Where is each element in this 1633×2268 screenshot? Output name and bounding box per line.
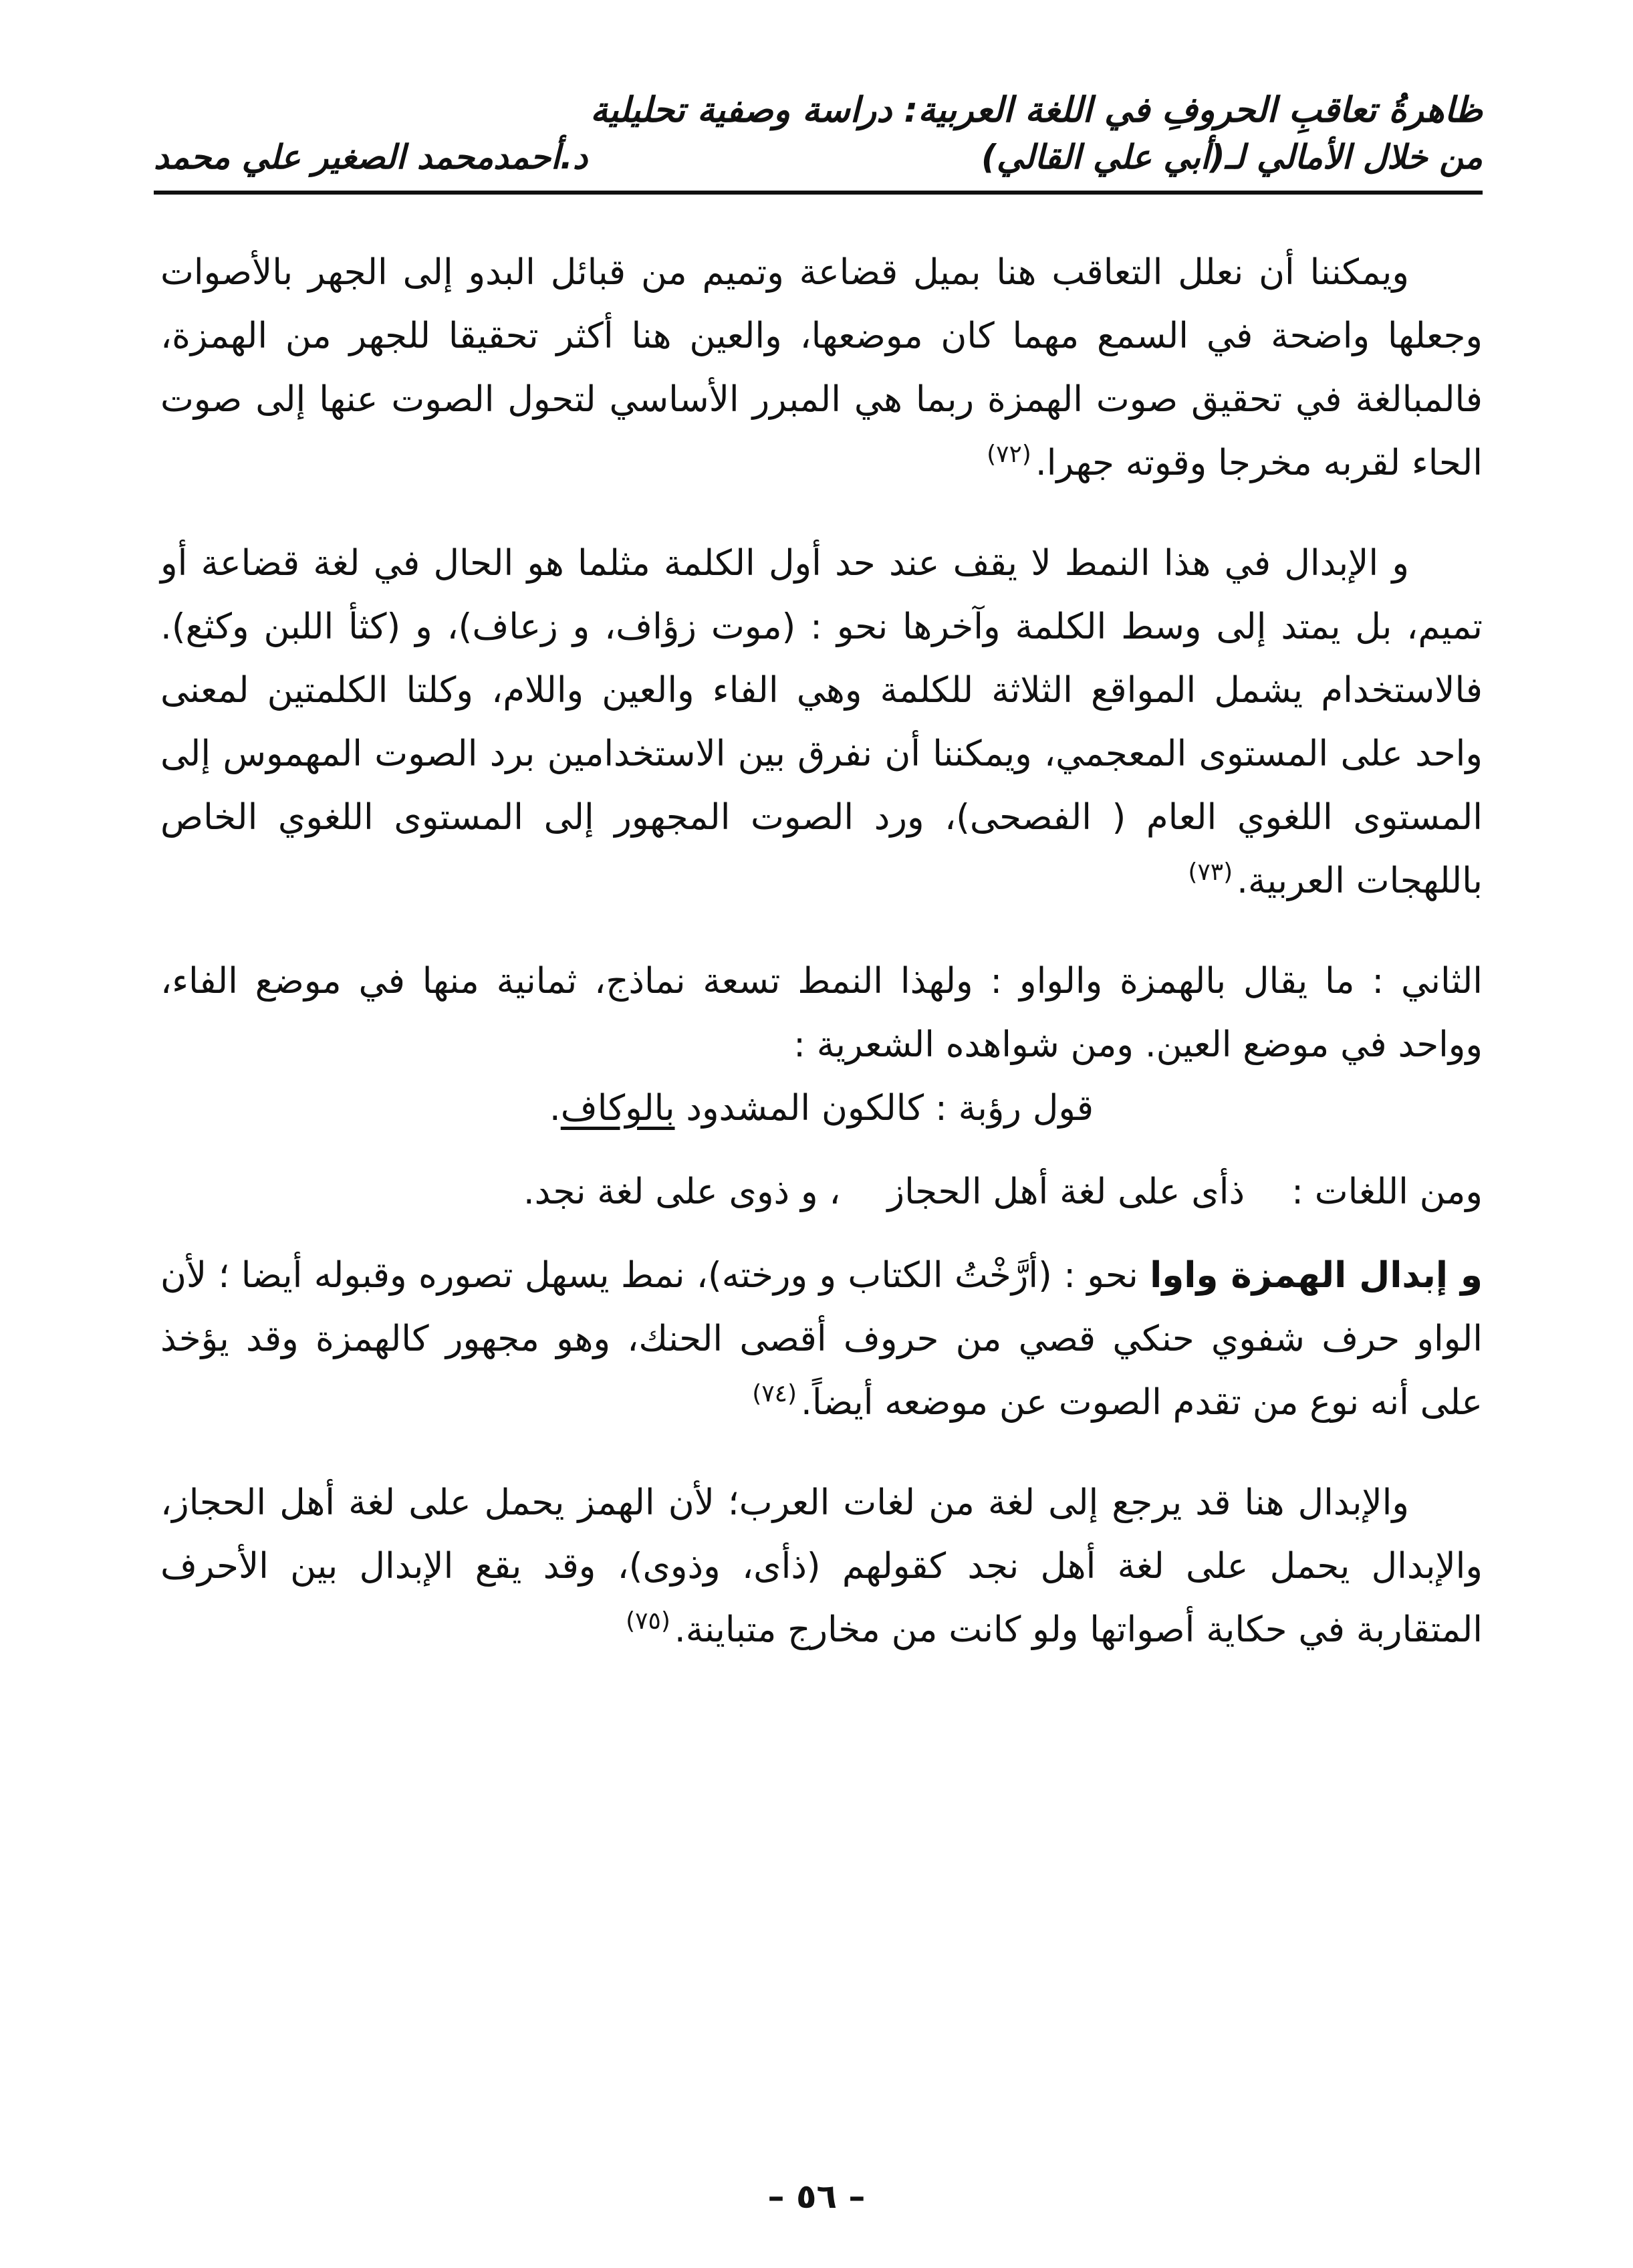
header-rule [154, 191, 1483, 195]
paragraph-3-text: الثاني : ما يقال بالهمزة والواو : ولهذا النمط تسعة نماذج، ثمانية منها في موضع الفاء، وواحد في موضع العين. ومن شواهده الشعرية : [160, 961, 1483, 1065]
paragraph-1 [160, 241, 1483, 495]
paragraph-6-text: والإبدال هنا قد يرجع إلى لغة من لغات العرب؛ لأن الهمز يحمل على لغة أهل الحجاز، والإبدال يحمل على لغة أهل نجد كقولهم (ذأى، وذوى)، وقد يقع الإبدال بين الأحرف المتقاربة في حكاية أصواتها ولو كانت من مخارج متباينة. [160, 1482, 1483, 1650]
header-author: د.أحمدمحمد الصغير علي محمد [154, 138, 588, 177]
page-number: – ٥٦ – [767, 2177, 866, 2216]
footnote-ref-75: (٧٥) [626, 1607, 670, 1635]
paragraph-6 [160, 1471, 1483, 1662]
footnote-ref-74: (٧٤) [752, 1380, 797, 1408]
verse-suffix: . [549, 1088, 561, 1129]
paragraph-5-bold-lead: و إبدال الهمزة واوا [1150, 1255, 1483, 1296]
paragraph-4-part1: ذأى على لغة أهل الحجاز [887, 1171, 1245, 1212]
running-header [154, 87, 1483, 181]
verse-prefix: قول رؤبة : كالكون المشدود [674, 1088, 1094, 1129]
verse-underlined-word: بالوكاف [560, 1088, 675, 1129]
footnote-ref-72: (٧٢) [987, 441, 1031, 469]
header-byline [154, 134, 1483, 181]
paragraph-2-text: و الإبدال في هذا النمط لا يقف عند حد أول الكلمة مثلما هو الحال في لغة قضاعة أو تميم، بل يمتد إلى وسط الكلمة وآخرها نحو : (موت زؤاف، و زعاف)، و (كثأ اللبن وكثع). فالاستخدام يشمل المواقع الثلاثة للكلمة وهي الفاء والعين واللام، وكلتا الكلمتين لمعنى واحد على المستوى المعجمي، ويمكننا أن نفرق بين الاستخدامين برد الصوت المهموس إلى المستوى اللغوي العام ( الفصحى)، ورد الصوت المجهور إلى المستوى اللغوي الخاص باللهجات العربية. [160, 543, 1483, 901]
page-body [160, 241, 1483, 1662]
verse-citation [160, 1076, 1483, 1140]
paragraph-4-part2: ، و ذوى على لغة نجد. [523, 1171, 841, 1212]
paragraph-5 [160, 1244, 1483, 1434]
header-title: ظاهرةُ تعاقبِ الحروفِ في اللغة العربية: دراسة وصفية تحليلية [590, 90, 1483, 130]
paragraph-2 [160, 532, 1483, 913]
paragraph-1-text: ويمكننا أن نعلل التعاقب هنا بميل قضاعة وتميم من قبائل البدو إلى الجهر بالأصوات وجعلها واضحة في السمع مهما كان موضعها، والعين هنا أكثر تحقيقا للجهر من الهمزة، فالمبالغة في تحقيق صوت الهمزة ربما هي المبرر الأساسي لتحول الصوت عنها إلى صوت الحاء لقربه مخرجا وقوته جهرا. [160, 252, 1483, 483]
header-subtitle: من خلال الأمالي لـ(أبي علي القالي) [981, 138, 1483, 177]
paragraph-5-text: نحو : (أرَّخْتُ الكتاب و ورخته)، نمط يسهل تصوره وقبوله أيضا ؛ لأن الواو حرف شفوي حنكي قصي من حروف أقصى الحنك، وهو مجهور كالهمزة وقد يؤخذ على أنه نوع من تقدم الصوت عن موضعه أيضاً. [160, 1255, 1483, 1423]
paragraph-3 [160, 949, 1483, 1076]
footnote-ref-73: (٧٣) [1188, 859, 1233, 887]
paragraph-4-lead: ومن اللغات : [1291, 1171, 1483, 1212]
paragraph-4 [160, 1160, 1483, 1224]
